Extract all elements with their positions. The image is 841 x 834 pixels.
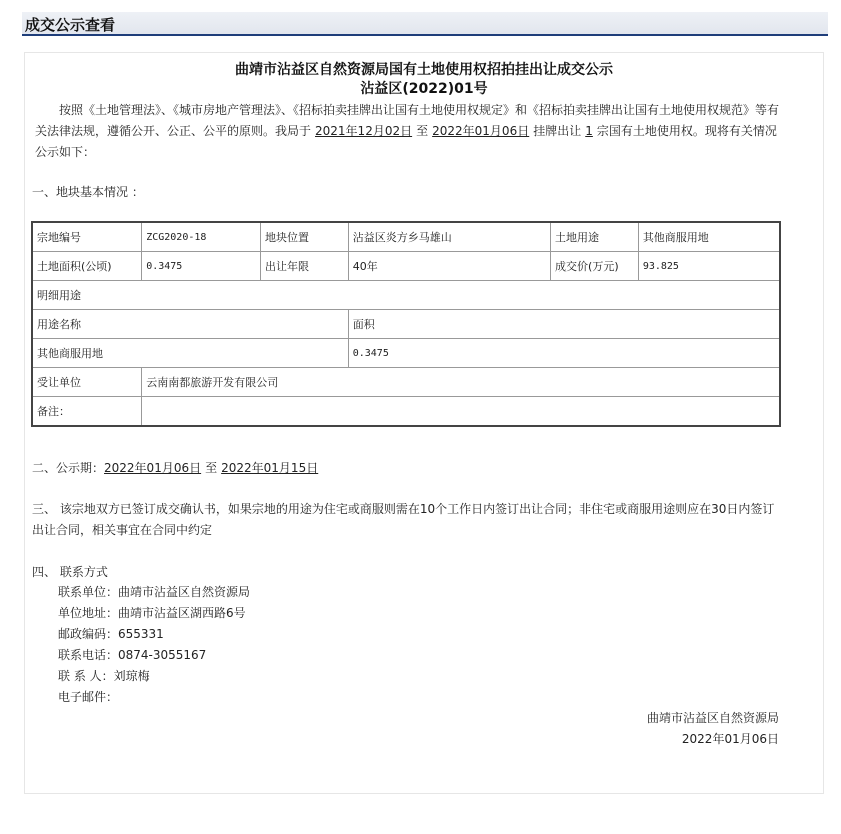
term-value: 40年 bbox=[348, 252, 550, 281]
remark-value bbox=[142, 397, 780, 427]
parcel-no-label: 宗地编号 bbox=[32, 222, 142, 252]
section-4-title: 四、 联系方式 bbox=[32, 565, 108, 579]
contact-address: 单位地址：曲靖市沾益区湖西路6号 bbox=[58, 606, 246, 620]
contact-postcode: 邮政编码：655331 bbox=[58, 627, 164, 641]
notice-panel bbox=[24, 52, 824, 794]
price-label: 成交价(万元) bbox=[551, 252, 639, 281]
table-row bbox=[32, 368, 780, 397]
intro-text-2: 至 bbox=[416, 124, 429, 138]
table-row bbox=[32, 252, 780, 281]
price-value: 93.825 bbox=[638, 252, 780, 281]
intro-text-3: 挂牌出让 bbox=[533, 124, 582, 138]
page-header bbox=[22, 12, 828, 36]
buyer-label: 受让单位 bbox=[32, 368, 142, 397]
area-value: 0.3475 bbox=[142, 252, 261, 281]
table-row bbox=[32, 281, 780, 310]
intro-text-1: 按照《土地管理法》、《城市房地产管理法》、《招标拍卖挂牌出让国有土地使用权规定》和《招标拍卖挂牌出让国有土地使用权规范》等有关法律法规，遵循公开、公正、公平的原则。我局于 bbox=[35, 103, 780, 138]
table-row bbox=[32, 339, 780, 368]
use-value: 其他商服用地 bbox=[638, 222, 780, 252]
contact-person: 联 系 人：刘琼梅 bbox=[58, 669, 150, 683]
section-1-title: 一、地块基本情况 ： bbox=[32, 185, 144, 199]
contact-email: 电子邮件： bbox=[58, 690, 119, 704]
intro-date-end: 2022年01月06日 bbox=[432, 124, 530, 138]
contact-phone: 联系电话：0874-3055167 bbox=[58, 648, 207, 662]
signature-date: 2022年01月06日 bbox=[681, 732, 779, 746]
use-name-header: 用途名称 bbox=[32, 310, 348, 339]
intro-paragraph bbox=[35, 100, 787, 163]
intro-text-4: 宗国有土地使用权。现将有关情况公示如下： bbox=[35, 124, 777, 159]
intro-date-start: 2021年12月02日 bbox=[315, 124, 413, 138]
location-label: 地块位置 bbox=[260, 222, 348, 252]
area-label: 土地面积(公顷) bbox=[32, 252, 142, 281]
page-header-title: 成交公示查看 bbox=[25, 16, 116, 34]
detail-area-value: 0.3475 bbox=[348, 339, 780, 368]
parcel-table bbox=[31, 221, 781, 427]
section-2-prefix: 二、公示期： bbox=[32, 461, 105, 475]
area-header: 面积 bbox=[348, 310, 780, 339]
table-row bbox=[32, 310, 780, 339]
location-value: 沾益区炎方乡马雄山 bbox=[348, 222, 550, 252]
table-row bbox=[32, 397, 780, 427]
section-2-mid: 至 bbox=[205, 461, 218, 475]
signature-org: 曲靖市沾益区自然资源局 bbox=[646, 711, 779, 725]
detail-use-value: 其他商服用地 bbox=[32, 339, 348, 368]
remark-label: 备注： bbox=[32, 397, 142, 427]
buyer-value: 云南南都旅游开发有限公司 bbox=[142, 368, 780, 397]
section-3-text: 三、 该宗地双方已签订成交确认书，如果宗地的用途为住宅或商服则需在10个工作日内签订出让合同；非住宅或商服用途则应在30日内签订出让合同，相关事宜在合同中约定 bbox=[32, 502, 775, 537]
use-label: 土地用途 bbox=[551, 222, 639, 252]
detail-use-label: 明细用途 bbox=[32, 281, 780, 310]
publicity-start-date: 2022年01月06日 bbox=[104, 461, 202, 475]
intro-count: 1 bbox=[585, 124, 593, 138]
publicity-end-date: 2022年01月15日 bbox=[221, 461, 319, 475]
notice-number: 沾益区(2022)01号 bbox=[360, 81, 488, 97]
table-row bbox=[32, 222, 780, 252]
notice-title: 曲靖市沾益区自然资源局国有土地使用权招拍挂出让成交公示 bbox=[235, 62, 613, 78]
term-label: 出让年限 bbox=[260, 252, 348, 281]
section-2 bbox=[32, 459, 322, 476]
contact-unit: 联系单位：曲靖市沾益区自然资源局 bbox=[58, 585, 251, 599]
parcel-no-value: ZCG2020-18 bbox=[142, 222, 261, 252]
